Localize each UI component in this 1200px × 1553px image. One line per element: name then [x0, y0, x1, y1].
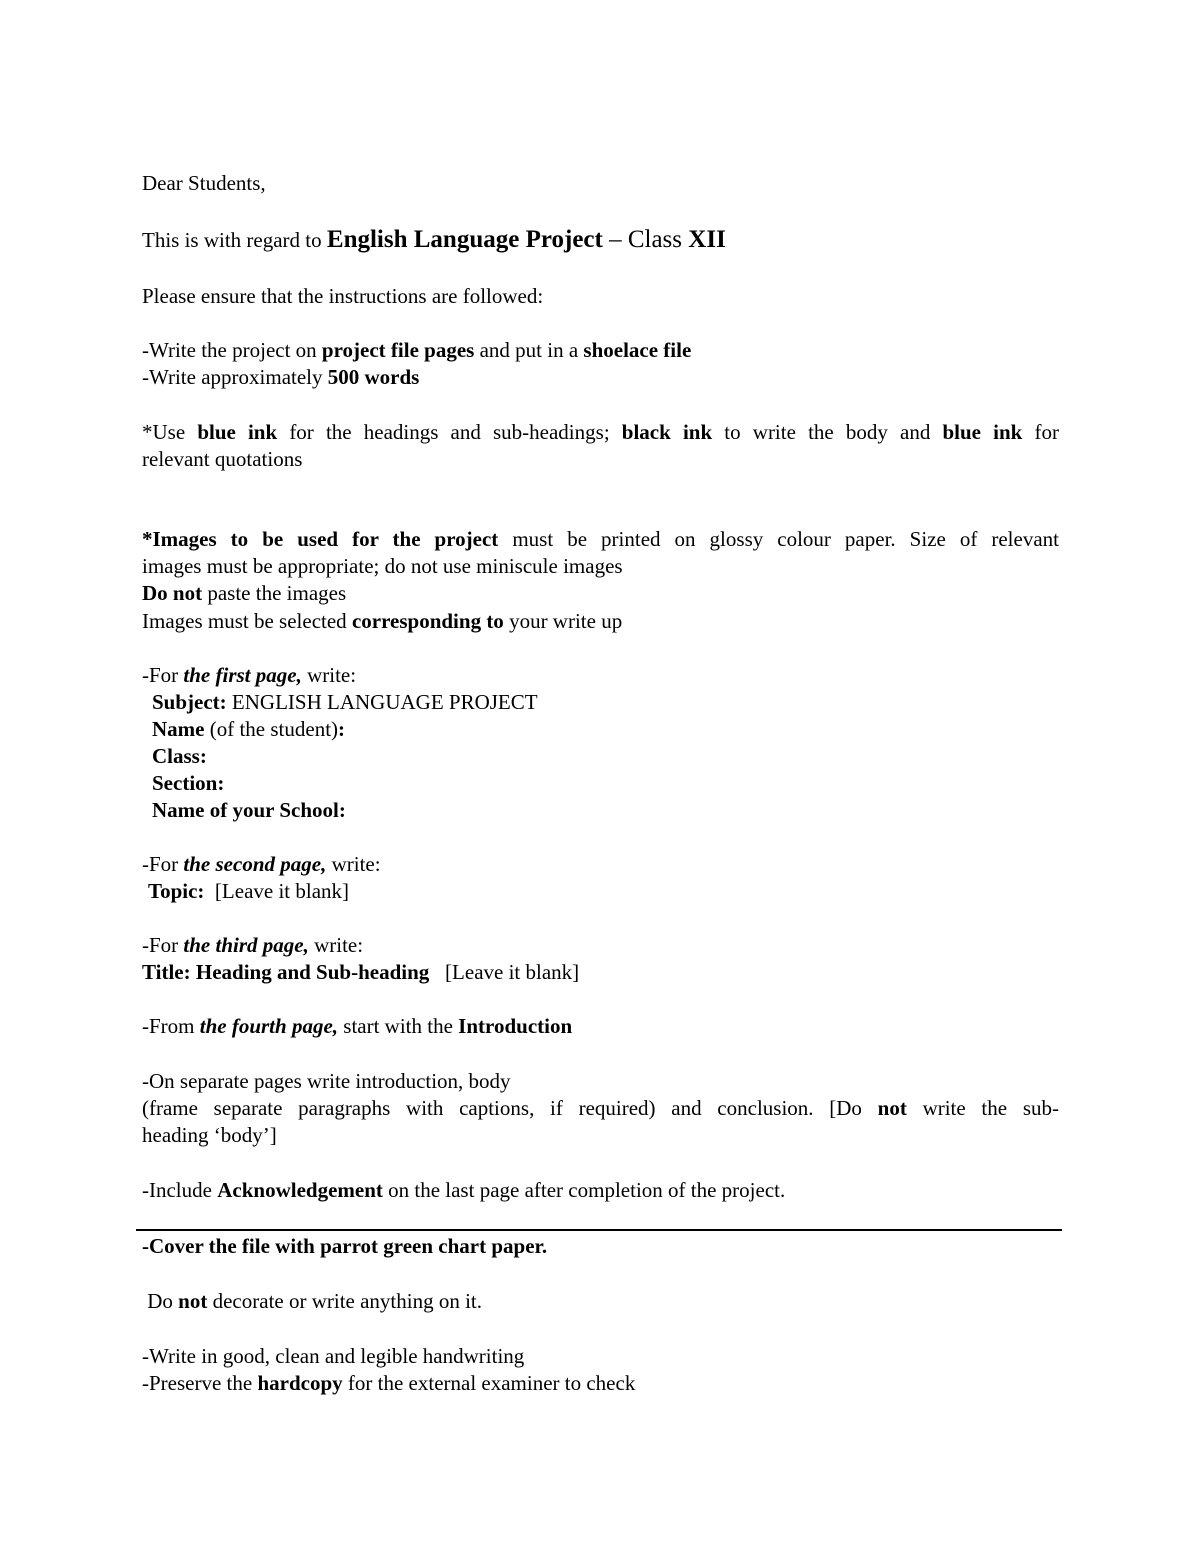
class-name: XII: [688, 226, 726, 253]
text: write the sub-: [906, 1096, 1059, 1120]
text-bold: hardcopy: [257, 1371, 343, 1395]
text: write:: [326, 852, 381, 876]
text: paste the images: [202, 581, 347, 605]
text: for: [1022, 420, 1059, 444]
text: -From: [142, 1014, 200, 1038]
text-bold: *Images to be used for the project: [142, 527, 499, 551]
ink-rule-line1: [142, 419, 1059, 446]
subject-label: Subject:: [152, 690, 227, 714]
text-bold: black ink: [621, 420, 713, 444]
topic-value: [Leave it blank]: [204, 879, 350, 903]
text: start with the: [338, 1014, 459, 1038]
class-label: Class:: [152, 744, 207, 768]
text-bold: shoelace file: [583, 338, 692, 362]
text: for the headings and sub-headings;: [277, 420, 622, 444]
section-line: [152, 770, 224, 797]
separate-pages-line3: heading ‘body’]: [142, 1123, 277, 1147]
cover-line: [142, 1233, 547, 1260]
text: -For: [142, 663, 184, 687]
section-label: Section:: [152, 771, 225, 795]
text: -Write the project on: [142, 338, 322, 362]
project-name: English Language Project: [326, 226, 603, 253]
images-rule-line2: images must be appropriate; do not use miniscule images: [142, 554, 623, 578]
text: -Write approximately: [142, 365, 328, 389]
text-bold: 500 words: [327, 365, 420, 389]
text: must be printed on glossy colour paper. Size of relevant: [498, 527, 1059, 551]
student-name-line: [152, 716, 345, 743]
rule-word-count: [142, 364, 419, 391]
text: on the last page after completion of the project.: [382, 1178, 786, 1202]
text-bold: corresponding to: [351, 609, 504, 633]
text-bold: Introduction: [458, 1014, 573, 1038]
text-bold: Acknowledgement: [217, 1178, 383, 1202]
greeting: Dear Students,: [142, 171, 266, 195]
text-bold-italic: the fourth page,: [199, 1014, 339, 1038]
images-rule-line4: [142, 608, 622, 635]
first-page-heading: [142, 662, 356, 689]
fourth-page-line: [142, 1013, 572, 1040]
text: and put in a: [474, 338, 584, 362]
name-colon: :: [338, 717, 346, 741]
horizontal-rule: [136, 1229, 1062, 1231]
text-bold: Do not: [142, 581, 203, 605]
regard-dash: – Class: [602, 226, 689, 253]
topic-line: [148, 878, 349, 905]
ink-rule-line2: relevant quotations: [142, 447, 303, 471]
images-rule-line3: [142, 580, 346, 607]
subject-value: ENGLISH LANGUAGE PROJECT: [226, 690, 538, 714]
text: your write up: [503, 609, 623, 633]
text: to write the body and: [712, 420, 943, 444]
school-line: [152, 797, 346, 824]
text-bold: not: [877, 1096, 907, 1120]
text: (frame separate paragraphs with captions, if required) and conclusion. [Do: [142, 1096, 878, 1120]
regard-line: [142, 226, 726, 254]
text-bold: not: [178, 1289, 208, 1313]
text: *Use: [142, 420, 198, 444]
text: decorate or write anything on it.: [207, 1289, 483, 1313]
text: write:: [308, 933, 364, 957]
text: Images must be selected: [142, 609, 352, 633]
text: -Include: [142, 1178, 218, 1202]
text-bold: blue ink: [197, 420, 278, 444]
topic-label: Topic:: [148, 879, 205, 903]
text-bold: -Cover the file with parrot green chart paper.: [142, 1234, 548, 1258]
class-line: [152, 743, 207, 770]
title-value: [Leave it blank]: [429, 960, 580, 984]
text: Do: [142, 1289, 179, 1313]
separate-pages-line1: -On separate pages write introduction, body: [142, 1069, 511, 1093]
separate-pages-line2: [142, 1095, 1059, 1122]
title-line: [142, 959, 579, 986]
handwriting-line: -Write in good, clean and legible handwriting: [142, 1344, 525, 1368]
text-bold-italic: the first page,: [183, 663, 302, 687]
school-label: Name of your School:: [152, 798, 346, 822]
subject-line: [152, 689, 538, 716]
acknowledgement-line: [142, 1177, 785, 1204]
text-bold: blue ink: [942, 420, 1023, 444]
name-label: Name: [152, 717, 205, 741]
decorate-line: [142, 1288, 482, 1315]
text: write:: [301, 663, 357, 687]
text: -Preserve the: [142, 1371, 258, 1395]
text-bold-italic: the second page,: [183, 852, 327, 876]
text: for the external examiner to check: [342, 1371, 636, 1395]
rule-project-pages: [142, 337, 691, 364]
text: -For: [142, 852, 184, 876]
second-page-heading: [142, 851, 381, 878]
text-bold: project file pages: [321, 338, 475, 362]
text: -For: [142, 933, 184, 957]
title-label: Title: Heading and Sub-heading: [142, 960, 430, 984]
name-note: (of the student): [204, 717, 339, 741]
images-rule-line1: [142, 526, 1059, 553]
intro-line: Please ensure that the instructions are followed:: [142, 284, 544, 308]
text-bold-italic: the third page,: [183, 933, 309, 957]
third-page-heading: [142, 932, 363, 959]
hardcopy-line: [142, 1370, 635, 1397]
regard-prefix: This is with regard to: [142, 228, 327, 252]
